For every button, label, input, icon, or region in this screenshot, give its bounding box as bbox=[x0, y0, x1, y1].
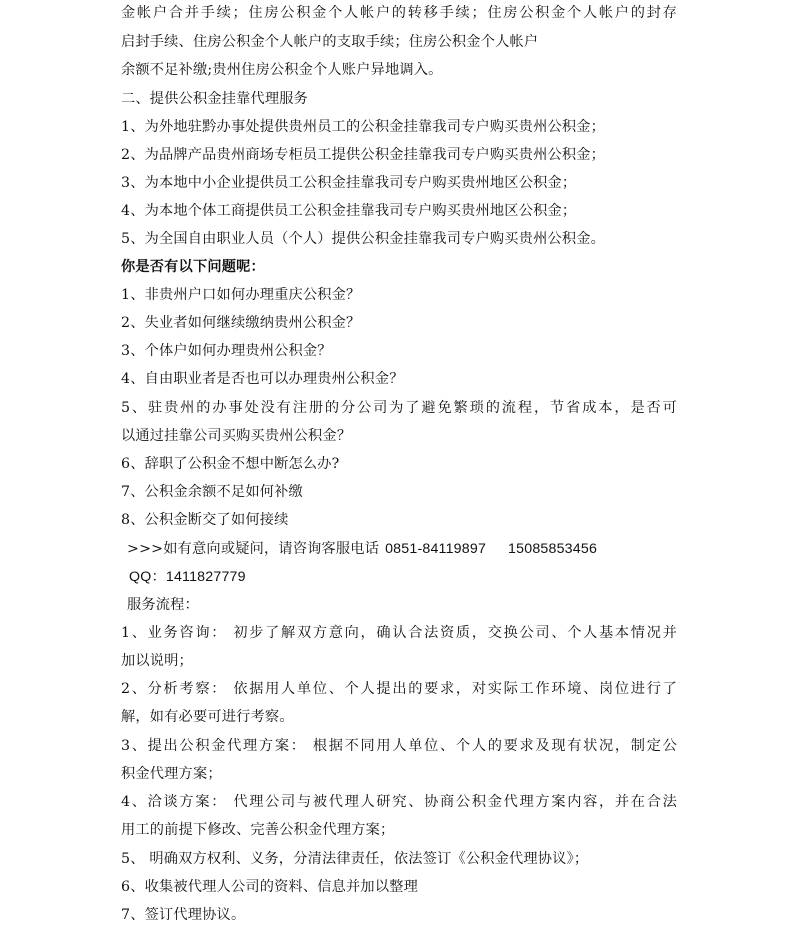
process-step-1-line-1: 1、业务咨询： 初步了解双方意向，确认合法资质，交换公司、个人基本情况并 bbox=[121, 625, 677, 641]
process-step-4-line-1: 4、洽谈方案： 代理公司与被代理人研究、协商公积金代理方案内容，并在合法 bbox=[121, 794, 677, 810]
intro-line-2: 启封手续、住房公积金个人帐户的支取手续；住房公积金个人帐户 bbox=[121, 34, 539, 50]
process-step-5: 5、 明确双方权利、义务，分清法律责任，依法签订《公积金代理协议》； bbox=[121, 851, 589, 867]
questions-heading: 你是否有以下问题呢： bbox=[121, 259, 265, 275]
service-item-5: 5、为全国自由职业人员（个人）提供公积金挂靠我司专户购买贵州公积金。 bbox=[121, 231, 606, 247]
process-step-6: 6、收集被代理人公司的资料、信息并加以整理 bbox=[121, 879, 418, 895]
process-heading: 服务流程： bbox=[127, 597, 199, 613]
process-step-3-line-2: 积金代理方案； bbox=[121, 766, 222, 782]
process-step-3-line-1: 3、提出公积金代理方案： 根据不同用人单位、个人的要求及现有状况，制定公 bbox=[121, 738, 677, 754]
question-item-4: 4、自由职业者是否也可以办理贵州公积金？ bbox=[121, 371, 404, 387]
question-item-5-line-2: 以通过挂靠公司买购买贵州公积金？ bbox=[121, 428, 352, 444]
contact-phone-1: 0851-84119897 bbox=[385, 541, 487, 557]
question-item-7: 7、公积金余额不足如何补缴 bbox=[121, 484, 303, 500]
contact-phone-2: 15085853456 bbox=[508, 541, 598, 557]
service-item-1: 1、为外地驻黔办事处提供贵州员工的公积金挂靠我司专户购买贵州公积金； bbox=[121, 119, 606, 135]
intro-line-1: 金帐户合并手续；住房公积金个人帐户的转移手续；住房公积金个人帐户的封存 bbox=[121, 5, 677, 21]
question-item-2: 2、失业者如何继续缴纳贵州公积金？ bbox=[121, 315, 361, 331]
question-item-1: 1、非贵州户口如何办理重庆公积金？ bbox=[121, 287, 361, 303]
process-step-1-line-2: 加以说明； bbox=[121, 653, 193, 669]
qq-label: QQ： bbox=[129, 569, 166, 585]
question-item-3: 3、个体户如何办理贵州公积金？ bbox=[121, 343, 332, 359]
process-step-4-line-2: 用工的前提下修改、完善公积金代理方案； bbox=[121, 822, 395, 838]
section-two-heading: 二、提供公积金挂靠代理服务 bbox=[121, 91, 309, 107]
qq-number: 1411827779 bbox=[165, 569, 246, 585]
process-step-2-line-2: 解，如有必要可进行考察。 bbox=[121, 709, 294, 725]
question-item-6: 6、辞职了公积金不想中断怎么办? bbox=[121, 456, 340, 472]
service-item-4: 4、为本地个体工商提供员工公积金挂靠我司专户购买贵州地区公积金； bbox=[121, 203, 577, 219]
process-step-2-line-1: 2、分析考察： 依据用人单位、个人提出的要求，对实际工作环境、岗位进行了 bbox=[121, 681, 677, 697]
service-item-3: 3、为本地中小企业提供员工公积金挂靠我司专户购买贵州地区公积金； bbox=[121, 175, 577, 191]
contact-line bbox=[127, 539, 597, 559]
question-item-8: 8、公积金断交了如何接续 bbox=[121, 512, 289, 528]
question-item-5-line-1: 5、驻贵州的办事处没有注册的分公司为了避免繁琐的流程，节省成本，是否可 bbox=[121, 400, 677, 416]
contact-text: >>>如有意向或疑问，请咨询客服电话 bbox=[127, 541, 380, 557]
process-step-7: 7、签订代理协议。 bbox=[121, 907, 246, 923]
service-item-2: 2、为品牌产品贵州商场专柜员工提供公积金挂靠我司专户购买贵州公积金； bbox=[121, 147, 606, 163]
intro-line-3: 余额不足补缴;贵州住房公积金个人账户异地调入。 bbox=[121, 62, 443, 78]
qq-line bbox=[129, 567, 246, 587]
